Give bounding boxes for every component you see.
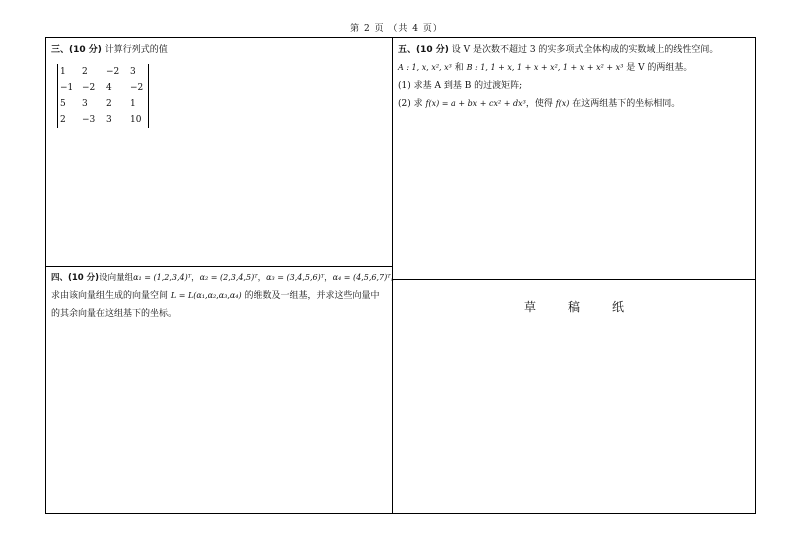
question-4-line2-b: 的维数及一组基，并求这些向量中 — [244, 291, 380, 301]
determinant-entry: 10 — [130, 115, 142, 125]
question-4-line3: 的其余向量在这组基下的坐标。 — [51, 309, 178, 319]
determinant-entry: −2 — [106, 67, 120, 77]
vector-alpha-2: α₂ = (2,3,4,5)ᵀ — [199, 273, 258, 282]
question-5-part-2-a: (2) 求 — [398, 99, 423, 109]
determinant-row — [60, 96, 146, 112]
vector-space-span: L = L(α₁,α₂,α₃,α₄) — [170, 291, 242, 300]
determinant-row — [60, 112, 146, 128]
page-header: 第 2 页 （共 4 页） — [350, 24, 443, 34]
vector-alpha-3: α₃ = (3,4,5,6)ᵀ — [266, 273, 325, 282]
separator: ， — [324, 273, 333, 283]
determinant-table — [60, 64, 146, 128]
question-3-number: 三、(10 分) — [51, 45, 102, 55]
determinant-entry: 2 — [106, 99, 112, 109]
question-5-part-2-b: ，使得 — [525, 99, 553, 109]
determinant-row — [60, 64, 146, 80]
draft-area — [393, 280, 755, 315]
sentence-end: 。 — [390, 273, 400, 283]
determinant-entry: 3 — [106, 115, 112, 125]
determinant-entry: 2 — [82, 67, 88, 77]
question-5-number: 五、(10 分) — [398, 45, 449, 55]
separator: ， — [257, 273, 267, 283]
determinant-entry: 2 — [60, 115, 66, 125]
basis-a: A : 1, x, x², x³ — [398, 63, 452, 72]
polynomial-fx-short: f(x) — [555, 99, 570, 108]
question-4-number: 四、(10 分) — [51, 273, 100, 283]
draft-title: 草稿纸 — [523, 300, 656, 314]
determinant — [57, 64, 149, 128]
vector-alpha-4: α₄ = (4,5,6,7)ᵀ — [332, 273, 391, 282]
left-horizontal-divider — [46, 266, 392, 267]
vector-alpha-1: α₁ = (1,2,3,4)ᵀ — [133, 273, 192, 282]
polynomial-fx: f(x) = a + bx + cx² + dx³ — [425, 99, 526, 108]
separator: ， — [191, 273, 200, 283]
question-4-line2-a: 求由该向量组生成的向量空间 — [51, 291, 169, 301]
basis-b: B : 1, 1 + x, 1 + x + x², 1 + x + x² + x³ — [466, 63, 624, 72]
determinant-entry: −3 — [82, 115, 96, 125]
question-3 — [51, 42, 386, 134]
question-3-text: 计算行列式的值 — [104, 45, 168, 55]
question-5 — [398, 42, 752, 112]
determinant-entry: 3 — [130, 67, 136, 77]
determinant-entry: −2 — [130, 83, 144, 93]
determinant-entry: −1 — [60, 83, 74, 93]
determinant-entry: 4 — [106, 83, 112, 93]
question-4-lead: 设向量组 — [99, 273, 134, 283]
determinant-row — [60, 80, 146, 96]
conjunction-and: 和 — [454, 63, 464, 73]
question-5-part-1: (1) 求基 A 到基 B 的过渡矩阵; — [398, 81, 523, 91]
determinant-entry: 1 — [60, 67, 66, 77]
question-5-part-2-c: 在这两组基下的坐标相同。 — [572, 99, 681, 109]
determinant-entry: 1 — [130, 99, 136, 109]
question-4 — [51, 270, 400, 322]
determinant-entry: 3 — [82, 99, 88, 109]
question-5-line1: 设 V 是次数不超过 3 的实多项式全体构成的实数域上的线性空间。 — [451, 45, 719, 55]
determinant-entry: −2 — [82, 83, 96, 93]
question-5-line2-end: 是 V 的两组基。 — [626, 63, 693, 73]
determinant-entry: 5 — [60, 99, 66, 109]
exam-sheet — [45, 37, 756, 514]
